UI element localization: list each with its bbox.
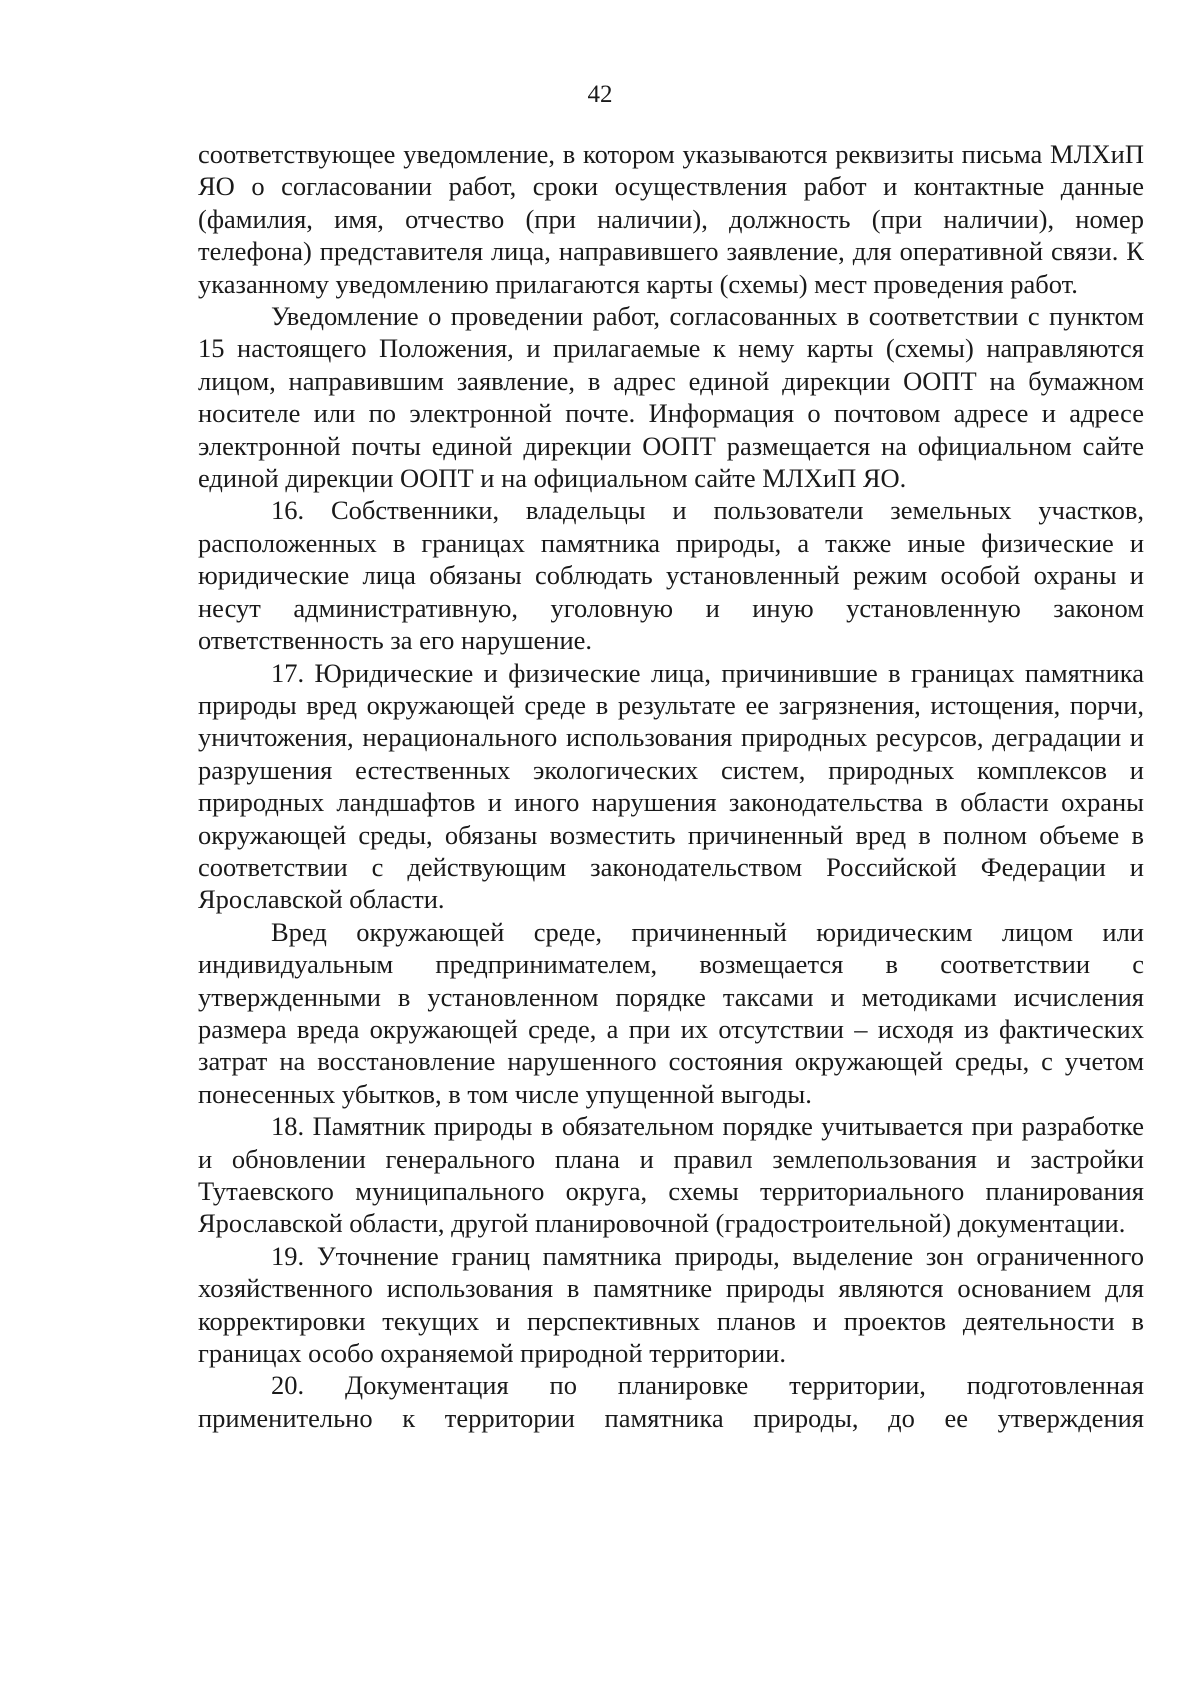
paragraph-continuation: соответствующее уведомление, в котором указываются реквизиты письма МЛХиП ЯО о согласовании работ, сроки осуществления работ и контактные данные (фамилия, имя, отчество (при наличии), должность (при наличии), номер телефона) представителя лица, направившего заявление, для оперативной связи. К указанному уведомлению прилагаются карты (схемы) мест проведения работ. — [198, 139, 1144, 299]
page-number: 42 — [587, 81, 613, 108]
paragraph-damage-compensation: Вред окружающей среде, причиненный юридическим лицом или индивидуальным предпринимателем, возмещается в соответствии с утвержденными в установленном порядке таксами и методиками исчисления размера вреда окружающей среде, а при их отсутствии – исходя из фактических затрат на восстановление нарушенного состояния окружающей среды, с учетом понесенных убытков, в том числе упущенной выгоды. — [198, 916, 1144, 1109]
paragraph-item-20: 20. Документация по планировке территории, подготовленная применительно к территории памятника природы, до ее утверждения — [198, 1370, 1144, 1433]
paragraph-item-16: 16. Собственники, владельцы и пользователи земельных участков, расположенных в границах памятника природы, а также иные физические и юридические лица обязаны соблюдать установленный режим особой охраны и несут административную, уголовную и иную установленную законом ответственность за его нарушение. — [198, 495, 1144, 656]
paragraph-item-17: 17. Юридические и физические лица, причинившие в границах памятника природы вред окружающей среде в результате ее загрязнения, истощения, порчи, уничтожения, нерационального использования природных ресурсов, деградации и разрушения естественных экологических систем, природных комплексов и природных ландшафтов и иного нарушения законодательства в области охраны окружающей среды, обязаны возместить причиненный вред в полном объеме в соответствии с действующим законодательством Российской Федерации и Ярославской области. — [198, 657, 1144, 915]
paragraph-notification: Уведомление о проведении работ, согласованных в соответствии с пунктом 15 настоящего Положения, и прилагаемые к нему карты (схемы) направляются лицом, направившим заявление, в адрес единой дирекции ООПТ на бумажном носителе или по электронной почте. Информация о почтовом адресе и адресе электронной почты единой дирекции ООПТ размещается на официальном сайте единой дирекции ООПТ и на официальном сайте МЛХиП ЯО. — [198, 301, 1144, 494]
paragraph-item-19: 19. Уточнение границ памятника природы, выделение зон ограниченного хозяйственного использования в памятнике природы являются основанием для корректировки текущих и перспективных планов и проектов деятельности в границах особо охраняемой природной территории. — [198, 1240, 1144, 1369]
paragraph-item-18: 18. Памятник природы в обязательном порядке учитывается при разработке и обновлении генерального плана и правил землепользования и застройки Тутаевского муниципального округа, схемы территориального планирования Ярославской области, другой планировочной (градостроительной) документации. — [198, 1111, 1144, 1239]
document-body — [198, 138, 1144, 1434]
